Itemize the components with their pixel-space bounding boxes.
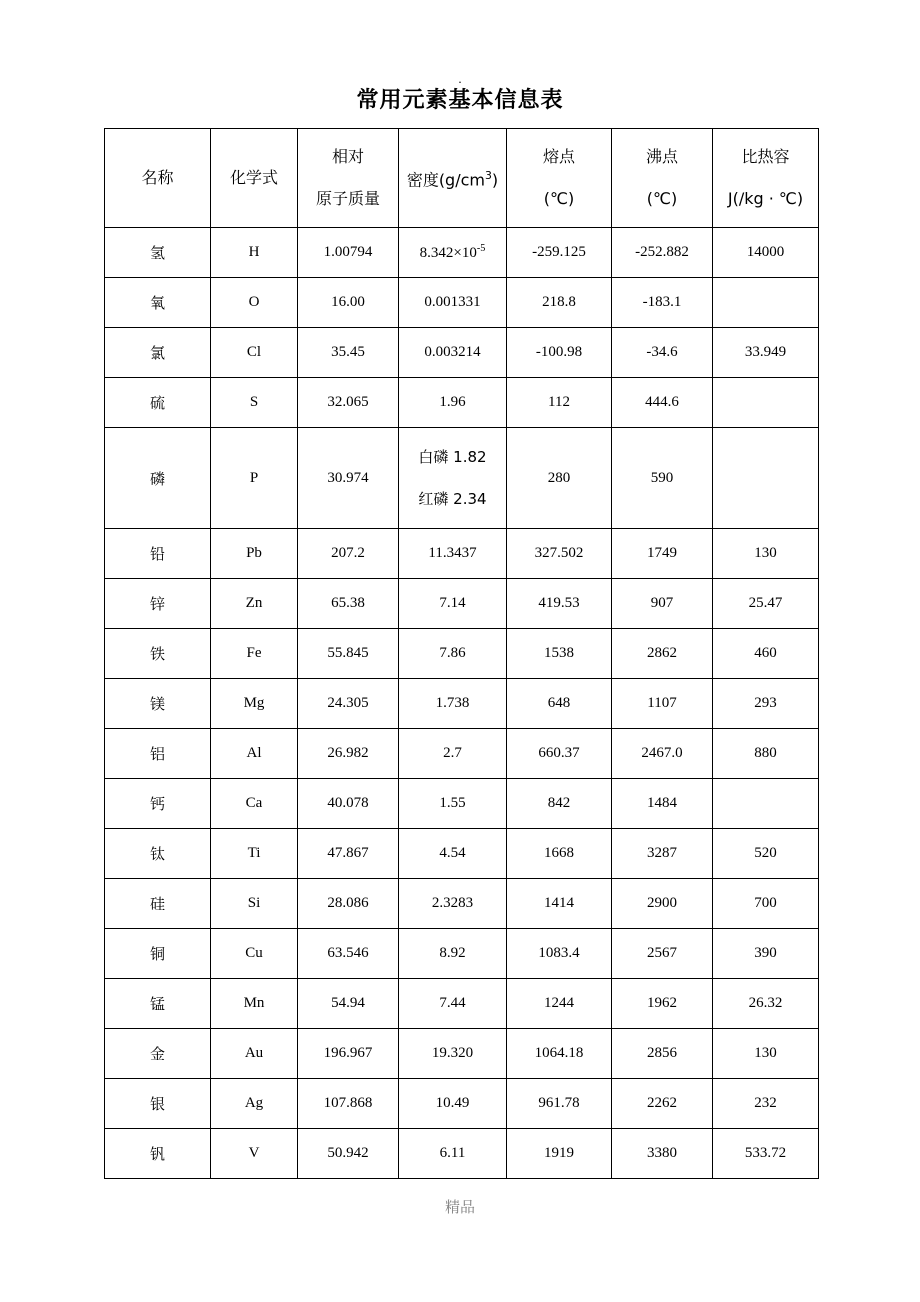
column-header-melting-point-line1: 熔点 [542,147,575,166]
cell-element-name: 磷 [105,428,211,529]
table-row [105,428,819,529]
table-row [105,278,819,328]
cell-chemical-formula: Ti [211,829,298,879]
cell-chemical-formula: Mn [211,979,298,1029]
cell-element-name: 铅 [105,529,211,579]
cell-boiling-point: 3287 [612,829,713,879]
cell-melting-point: 218.8 [507,278,612,328]
cell-atomic-mass: 54.94 [298,979,399,1029]
cell-density: 2.7 [399,729,507,779]
cell-density: 7.14 [399,579,507,629]
cell-chemical-formula: Fe [211,629,298,679]
cell-density: 1.96 [399,378,507,428]
cell-melting-point: -100.98 [507,328,612,378]
cell-density: 7.44 [399,979,507,1029]
cell-specific-heat: 14000 [713,228,819,278]
cell-atomic-mass: 207.2 [298,529,399,579]
cell-element-name: 金 [105,1029,211,1079]
cell-element-name: 钛 [105,829,211,879]
cell-element-name: 银 [105,1079,211,1129]
cell-melting-point: 1414 [507,879,612,929]
cell-specific-heat: 520 [713,829,819,879]
cell-atomic-mass: 47.867 [298,829,399,879]
cell-density: 7.86 [399,629,507,679]
table-row [105,929,819,979]
column-header-formula [211,129,298,228]
cell-atomic-mass: 107.868 [298,1079,399,1129]
cell-melting-point: 1538 [507,629,612,679]
cell-boiling-point: 1484 [612,779,713,829]
table-row [105,1129,819,1179]
cell-melting-point: 1064.18 [507,1029,612,1079]
cell-specific-heat: 33.949 [713,328,819,378]
cell-melting-point: -259.125 [507,228,612,278]
cell-specific-heat: 25.47 [713,579,819,629]
table-row [105,228,819,278]
cell-density: 11.3437 [399,529,507,579]
table-row [105,328,819,378]
table-row [105,579,819,629]
cell-density [399,228,507,278]
cell-melting-point: 1244 [507,979,612,1029]
cell-atomic-mass: 40.078 [298,779,399,829]
cell-density: 1.738 [399,679,507,729]
cell-specific-heat: 700 [713,879,819,929]
cell-chemical-formula: Pb [211,529,298,579]
cell-chemical-formula: P [211,428,298,529]
cell-density: 1.55 [399,779,507,829]
cell-atomic-mass: 24.305 [298,679,399,729]
cell-element-name: 氧 [105,278,211,328]
footer-note: 精品 [444,1198,475,1216]
cell-melting-point: 1668 [507,829,612,879]
column-header-atomic-mass-line2: 原子质量 [315,189,380,208]
cell-boiling-point: -252.882 [612,228,713,278]
cell-specific-heat: 130 [713,1029,819,1079]
cell-density-white-phosphorus: 白磷 1.82 [418,448,487,466]
column-header-melting-point [507,129,612,228]
cell-element-name: 镁 [105,679,211,729]
cell-boiling-point: 2467.0 [612,729,713,779]
cell-element-name: 锰 [105,979,211,1029]
cell-chemical-formula: H [211,228,298,278]
table-row [105,829,819,879]
cell-element-name: 钒 [105,1129,211,1179]
cell-specific-heat: 880 [713,729,819,779]
cell-chemical-formula: S [211,378,298,428]
cell-atomic-mass: 26.982 [298,729,399,779]
column-header-density-superscript: 3 [485,168,492,182]
cell-melting-point: 327.502 [507,529,612,579]
cell-chemical-formula: Ag [211,1079,298,1129]
cell-boiling-point: -183.1 [612,278,713,328]
column-header-boiling-point-unit: (℃) [646,189,678,208]
cell-atomic-mass: 65.38 [298,579,399,629]
cell-atomic-mass: 1.00794 [298,228,399,278]
column-header-density [399,129,507,228]
header-dot-mark: . [458,71,462,86]
cell-element-name: 硫 [105,378,211,428]
cell-density: 19.320 [399,1029,507,1079]
column-header-density-text: 密度(g/cm [406,170,485,190]
cell-boiling-point: 2262 [612,1079,713,1129]
cell-element-name: 锌 [105,579,211,629]
page-title: 常用元素基本信息表 [356,88,564,113]
table-row [105,529,819,579]
cell-chemical-formula: Ca [211,779,298,829]
cell-atomic-mass: 196.967 [298,1029,399,1079]
table-row [105,629,819,679]
column-header-atomic-mass [298,129,399,228]
cell-density: 6.11 [399,1129,507,1179]
column-header-specific-heat [713,129,819,228]
column-header-boiling-point-line1: 沸点 [645,147,678,166]
table-row [105,679,819,729]
cell-chemical-formula: Al [211,729,298,779]
cell-chemical-formula: Au [211,1029,298,1079]
table-row [105,1079,819,1129]
cell-specific-heat: 232 [713,1079,819,1129]
cell-atomic-mass: 55.845 [298,629,399,679]
cell-boiling-point: 444.6 [612,378,713,428]
cell-melting-point: 660.37 [507,729,612,779]
cell-atomic-mass: 32.065 [298,378,399,428]
column-header-specific-heat-line1: 比热容 [741,147,790,166]
cell-chemical-formula: O [211,278,298,328]
cell-atomic-mass: 28.086 [298,879,399,929]
cell-density: 10.49 [399,1079,507,1129]
table-body [105,228,819,1179]
cell-melting-point: 1083.4 [507,929,612,979]
cell-specific-heat: 293 [713,679,819,729]
cell-density-red-phosphorus: 红磷 2.34 [418,490,487,508]
cell-density-exponent: -5 [476,243,486,254]
column-header-density-label [401,166,504,190]
cell-boiling-point: 2862 [612,629,713,679]
cell-chemical-formula: Zn [211,579,298,629]
cell-melting-point: 112 [507,378,612,428]
cell-element-name: 钙 [105,779,211,829]
cell-boiling-point: 2900 [612,879,713,929]
cell-atomic-mass: 50.942 [298,1129,399,1179]
cell-element-name: 铜 [105,929,211,979]
column-header-melting-point-unit: (℃) [543,189,575,208]
cell-chemical-formula: Cl [211,328,298,378]
table-row [105,779,819,829]
cell-boiling-point: 907 [612,579,713,629]
table-row [105,979,819,1029]
cell-melting-point: 648 [507,679,612,729]
table-row [105,1029,819,1079]
cell-atomic-mass: 35.45 [298,328,399,378]
table-row [105,879,819,929]
table-header [105,129,819,228]
cell-boiling-point: 1107 [612,679,713,729]
column-header-name-label: 名称 [141,168,174,187]
cell-boiling-point: 2567 [612,929,713,979]
cell-specific-heat: 26.32 [713,979,819,1029]
cell-specific-heat: 460 [713,629,819,679]
cell-density-mantissa: 8.342×10 [419,245,477,261]
cell-boiling-point: 1962 [612,979,713,1029]
table-row [105,729,819,779]
cell-density [399,428,507,529]
cell-boiling-point: -34.6 [612,328,713,378]
cell-atomic-mass: 63.546 [298,929,399,979]
column-header-atomic-mass-line1: 相对 [331,147,364,166]
cell-boiling-point: 1749 [612,529,713,579]
cell-element-name: 铁 [105,629,211,679]
table-row [105,378,819,428]
cell-chemical-formula: Cu [211,929,298,979]
cell-melting-point: 419.53 [507,579,612,629]
cell-specific-heat: 390 [713,929,819,979]
cell-melting-point: 961.78 [507,1079,612,1129]
cell-boiling-point: 590 [612,428,713,529]
cell-specific-heat [713,428,819,529]
cell-density: 4.54 [399,829,507,879]
cell-density: 0.001331 [399,278,507,328]
cell-specific-heat [713,378,819,428]
column-header-density-tail: ) [491,170,499,190]
cell-chemical-formula: Mg [211,679,298,729]
cell-specific-heat [713,278,819,328]
table-header-row [105,129,819,228]
cell-melting-point: 842 [507,779,612,829]
column-header-formula-label: 化学式 [229,168,278,187]
cell-element-name: 氢 [105,228,211,278]
column-header-specific-heat-unit: J(/kg · ℃) [727,189,804,208]
column-header-boiling-point [612,129,713,228]
column-header-name [105,129,211,228]
cell-specific-heat [713,779,819,829]
cell-boiling-point: 2856 [612,1029,713,1079]
cell-atomic-mass: 16.00 [298,278,399,328]
cell-melting-point: 1919 [507,1129,612,1179]
cell-boiling-point: 3380 [612,1129,713,1179]
cell-chemical-formula: V [211,1129,298,1179]
cell-density: 2.3283 [399,879,507,929]
cell-atomic-mass: 30.974 [298,428,399,529]
cell-density: 0.003214 [399,328,507,378]
cell-element-name: 铝 [105,729,211,779]
cell-specific-heat: 130 [713,529,819,579]
elements-table [104,128,819,1179]
cell-specific-heat: 533.72 [713,1129,819,1179]
cell-density: 8.92 [399,929,507,979]
cell-element-name: 硅 [105,879,211,929]
cell-element-name: 氯 [105,328,211,378]
cell-melting-point: 280 [507,428,612,529]
cell-chemical-formula: Si [211,879,298,929]
